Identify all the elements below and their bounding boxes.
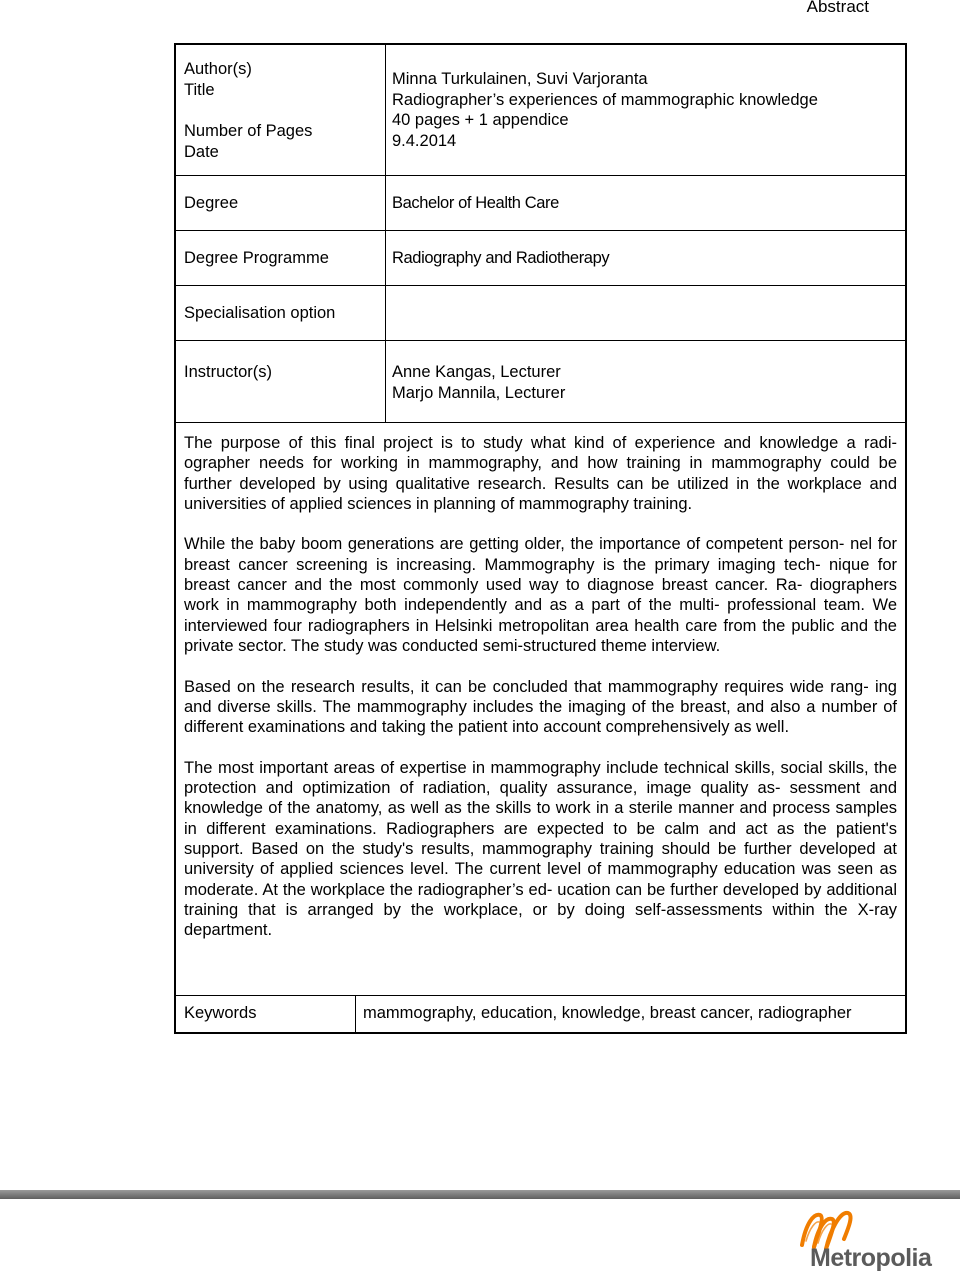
abstract-paragraph: While the baby boom generations are getting older, the importance of competent person- nel for breast cancer screening is increasing. Mammography is the primary imaging tech- nique for breast cancer and the most commonly used way to diagnose breast cancer. Ra- diographers work in mammography both independently and as a part of the multi- professional team. We interviewed four radiographers in Helsinki metropolitan area health care from the public and the private sector. The study was conducted semi-structured theme interview.: [184, 535, 897, 655]
programme-value: Radiography and Radiotherapy: [392, 249, 610, 267]
title-label: Title: [184, 81, 215, 99]
abstract-paragraph: The most important areas of expertise in mammography include technical skills, social skills, the protection and optimization of radiation, quality assurance, image quality as- sessment and knowledge of the anatomy, as well as the skills to work in a sterile manner and process samples in different examinations. Radiographers are expected to be calm and act as the patient's support. Based on the study's results, mammography training should be further developed at university of applied sciences level. The current level of mammography education was seen as moderate. At the workplace the radiographer’s ed- ucation can be further developed by additional training that is arranged by the workplace, or by doing self-assessments within the X-ray department.: [184, 758, 897, 940]
metropolia-logo-text: Metropolia: [810, 1244, 932, 1272]
table-divider: [176, 422, 905, 423]
abstract-body: [184, 433, 897, 961]
table-column-divider: [385, 45, 386, 422]
keywords-value: mammography, education, knowledge, breast cancer, radiographer: [363, 1004, 852, 1022]
author-label: Author(s): [184, 60, 252, 78]
abstract-frame: [174, 43, 907, 1034]
page-header-label: Abstract: [806, 0, 869, 16]
keywords-label: Keywords: [184, 1004, 257, 1022]
table-divider: [176, 340, 905, 341]
keywords-column-divider: [355, 995, 356, 1032]
footer-bar: [0, 1190, 960, 1199]
keywords-divider: [176, 995, 905, 996]
pages-label: Number of Pages: [184, 122, 313, 140]
degree-value: Bachelor of Health Care: [392, 194, 559, 212]
degree-label: Degree: [184, 194, 239, 212]
title-value: Radiographer’s experiences of mammographic knowledge: [392, 91, 818, 109]
programme-label: Degree Programme: [184, 249, 329, 267]
instructors-label: Instructor(s): [184, 363, 273, 381]
pages-value: 40 pages + 1 appendice: [392, 111, 569, 129]
table-divider: [176, 175, 905, 176]
table-divider: [176, 285, 905, 286]
abstract-paragraph: Based on the research results, it can be concluded that mammography requires wide rang- ing and diverse skills. The mammography includes the imaging of the breast, and also a number of different examinations and taking the patient into account comprehensively as well.: [184, 677, 897, 737]
specialisation-label: Specialisation option: [184, 304, 336, 322]
instructor-2: Marjo Mannila, Lecturer: [392, 384, 566, 402]
abstract-paragraph: The purpose of this final project is to study what kind of experience and knowledge a radi- ographer needs for working in mammography, and how training in mammography could be further developed by using qualitative research. Results can be utilized in the workplace and universities of applied sciences in planning of mammography training.: [184, 434, 897, 513]
table-divider: [176, 230, 905, 231]
instructor-1: Anne Kangas, Lecturer: [392, 363, 561, 381]
date-label: Date: [184, 143, 219, 161]
authors-value: Minna Turkulainen, Suvi Varjoranta: [392, 70, 648, 88]
date-value: 9.4.2014: [392, 132, 457, 150]
